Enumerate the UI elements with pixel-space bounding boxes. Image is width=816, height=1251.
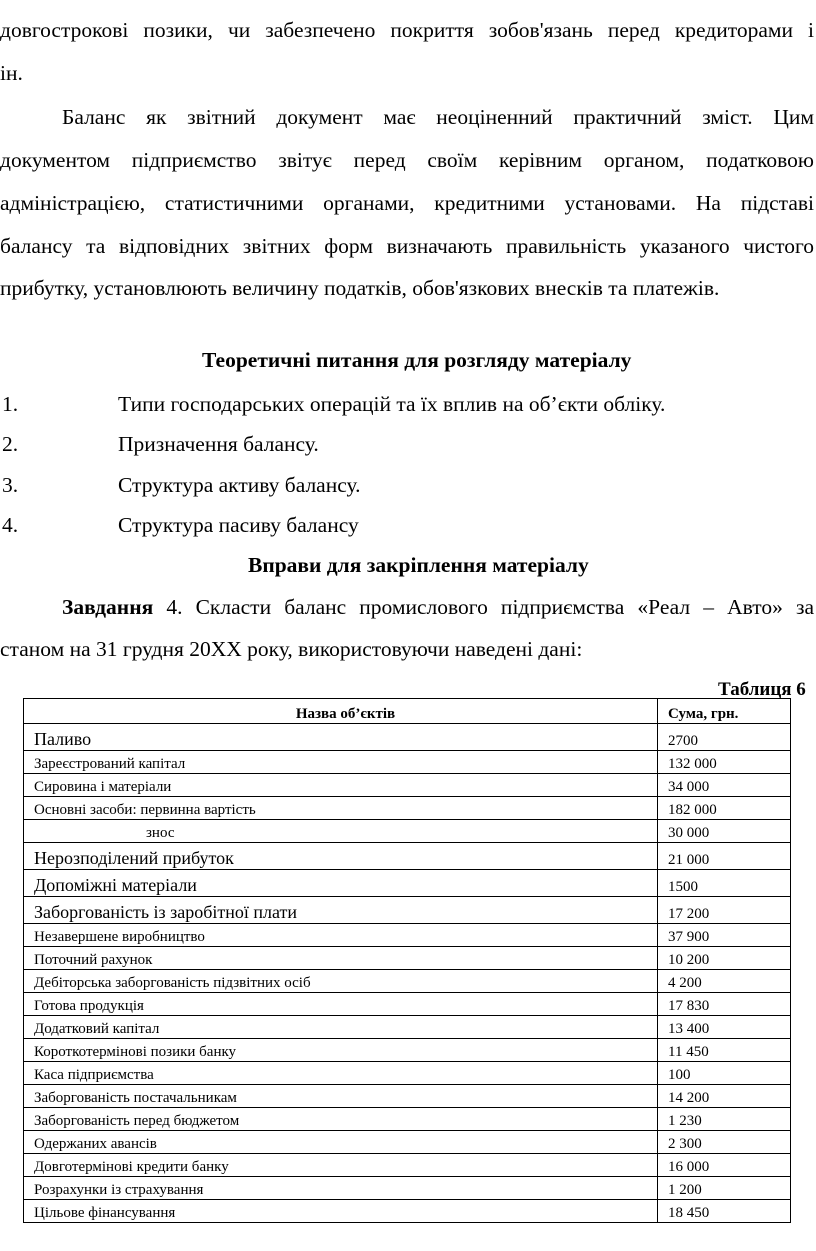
- list-item-number: 2.: [2, 432, 19, 456]
- table-cell-sum: 132 000: [658, 751, 791, 774]
- table-cell-name: Готова продукція: [24, 993, 658, 1016]
- table-cell-name: Незавершене виробництво: [24, 924, 658, 947]
- table-cell-name: Основні засоби: первинна вартість: [24, 797, 658, 820]
- paragraph-2-line-2: документом підприємство звітує перед своїм керівним органом, податковою: [0, 148, 814, 172]
- table-row: [24, 1131, 791, 1154]
- table-row: [24, 1085, 791, 1108]
- table-row: [24, 724, 791, 751]
- table-cell-sum: 37 900: [658, 924, 791, 947]
- table-row: [24, 1062, 791, 1085]
- list-item-number: 4.: [2, 513, 19, 537]
- data-table: [23, 698, 791, 1223]
- paragraph-2-line-3: адміністрацією, статистичними органами, кредитними установами. На підставі: [0, 191, 814, 215]
- paragraph-2-line-4: балансу та відповідних звітних форм визначають правильність указаного чистого: [0, 234, 814, 258]
- table-cell-sum: 1500: [658, 870, 791, 897]
- list-item-text: Структура пасиву балансу: [118, 513, 359, 537]
- table-row: [24, 897, 791, 924]
- table-cell-name: Заборгованість перед бюджетом: [24, 1108, 658, 1131]
- paragraph-1-line-2: ін.: [0, 61, 23, 85]
- table-cell-name: знос: [24, 820, 658, 843]
- table-row: [24, 820, 791, 843]
- table-cell-name: Дебіторська заборгованість підзвітних осіб: [24, 970, 658, 993]
- table-cell-name: Одержаних авансів: [24, 1131, 658, 1154]
- table-cell-sum: 11 450: [658, 1039, 791, 1062]
- table-row: [24, 1177, 791, 1200]
- table-header-row: [24, 699, 791, 724]
- paragraph-1-line-1: довгострокові позики, чи забезпечено покриття зобов'язань перед кредиторами і: [0, 18, 814, 42]
- task-line-2: станом на 31 грудня 20ХХ року, використовуючи наведені дані:: [0, 637, 583, 661]
- list-item-text: Типи господарських операцій та їх вплив на об’єкти обліку.: [118, 392, 666, 416]
- table-cell-sum: 2700: [658, 724, 791, 751]
- table-cell-name: Короткотермінові позики банку: [24, 1039, 658, 1062]
- table-row: [24, 947, 791, 970]
- table-cell-sum: 14 200: [658, 1085, 791, 1108]
- table-cell-sum: 17 830: [658, 993, 791, 1016]
- table-caption: Таблиця 6: [718, 679, 806, 700]
- table-cell-name: Зареєстрований капітал: [24, 751, 658, 774]
- task-line-1: [62, 594, 814, 620]
- table-row: [24, 843, 791, 870]
- table-cell-sum: 182 000: [658, 797, 791, 820]
- table-cell-sum: 13 400: [658, 1016, 791, 1039]
- table-row: [24, 970, 791, 993]
- table-cell-name: Каса підприємства: [24, 1062, 658, 1085]
- task-label: Завдання: [62, 595, 154, 619]
- heading-theory: Теоретичні питання для розгляду матеріалу: [202, 348, 632, 372]
- list-item-number: 3.: [2, 473, 19, 497]
- table-cell-name: Паливо: [24, 724, 658, 751]
- table-cell-sum: 1 200: [658, 1177, 791, 1200]
- table-row: [24, 1108, 791, 1131]
- table-row: [24, 751, 791, 774]
- list-item-text: Призначення балансу.: [118, 432, 319, 456]
- table-cell-name: Додатковий капітал: [24, 1016, 658, 1039]
- table-row: [24, 924, 791, 947]
- column-header-sum: Сума, грн.: [658, 699, 791, 724]
- table-row: [24, 1039, 791, 1062]
- table-cell-name: Допоміжні матеріали: [24, 870, 658, 897]
- table-cell-sum: 4 200: [658, 970, 791, 993]
- table-cell-sum: 1 230: [658, 1108, 791, 1131]
- table-cell-name: Заборгованість постачальникам: [24, 1085, 658, 1108]
- heading-exercises: Вправи для закріплення матеріалу: [248, 553, 589, 577]
- table-cell-sum: 21 000: [658, 843, 791, 870]
- table-cell-sum: 2 300: [658, 1131, 791, 1154]
- paragraph-2-line-1: Баланс як звітний документ має неоціненний практичний зміст. Цим: [62, 105, 814, 129]
- table-cell-sum: 34 000: [658, 774, 791, 797]
- table-cell-name: Заборгованість із заробітної плати: [24, 897, 658, 924]
- table-cell-name: Розрахунки із страхування: [24, 1177, 658, 1200]
- table-cell-sum: 17 200: [658, 897, 791, 924]
- table-cell-name: Цільове фінансування: [24, 1200, 658, 1223]
- list-item-number: 1.: [2, 392, 19, 416]
- table-row: [24, 1016, 791, 1039]
- table-cell-sum: 100: [658, 1062, 791, 1085]
- list-item-text: Структура активу балансу.: [118, 473, 361, 497]
- table-cell-name: Поточний рахунок: [24, 947, 658, 970]
- table-row: [24, 993, 791, 1016]
- table-row: [24, 797, 791, 820]
- paragraph-2-line-5: прибутку, установлюють величину податків, обов'язкових внесків та платежів.: [0, 276, 720, 300]
- table-cell-sum: 30 000: [658, 820, 791, 843]
- column-header-name: Назва об’єктів: [24, 699, 658, 724]
- table-row: [24, 1200, 791, 1223]
- table-cell-sum: 18 450: [658, 1200, 791, 1223]
- table-cell-sum: 16 000: [658, 1154, 791, 1177]
- table-cell-name: Нерозподілений прибуток: [24, 843, 658, 870]
- table-cell-sum: 10 200: [658, 947, 791, 970]
- task-text: 4. Скласти баланс промислового підприємства «Реал – Авто» за: [153, 595, 814, 619]
- table-cell-name: Довготермінові кредити банку: [24, 1154, 658, 1177]
- table-cell-name: Сировина і матеріали: [24, 774, 658, 797]
- table-row: [24, 774, 791, 797]
- table-row: [24, 1154, 791, 1177]
- table-row: [24, 870, 791, 897]
